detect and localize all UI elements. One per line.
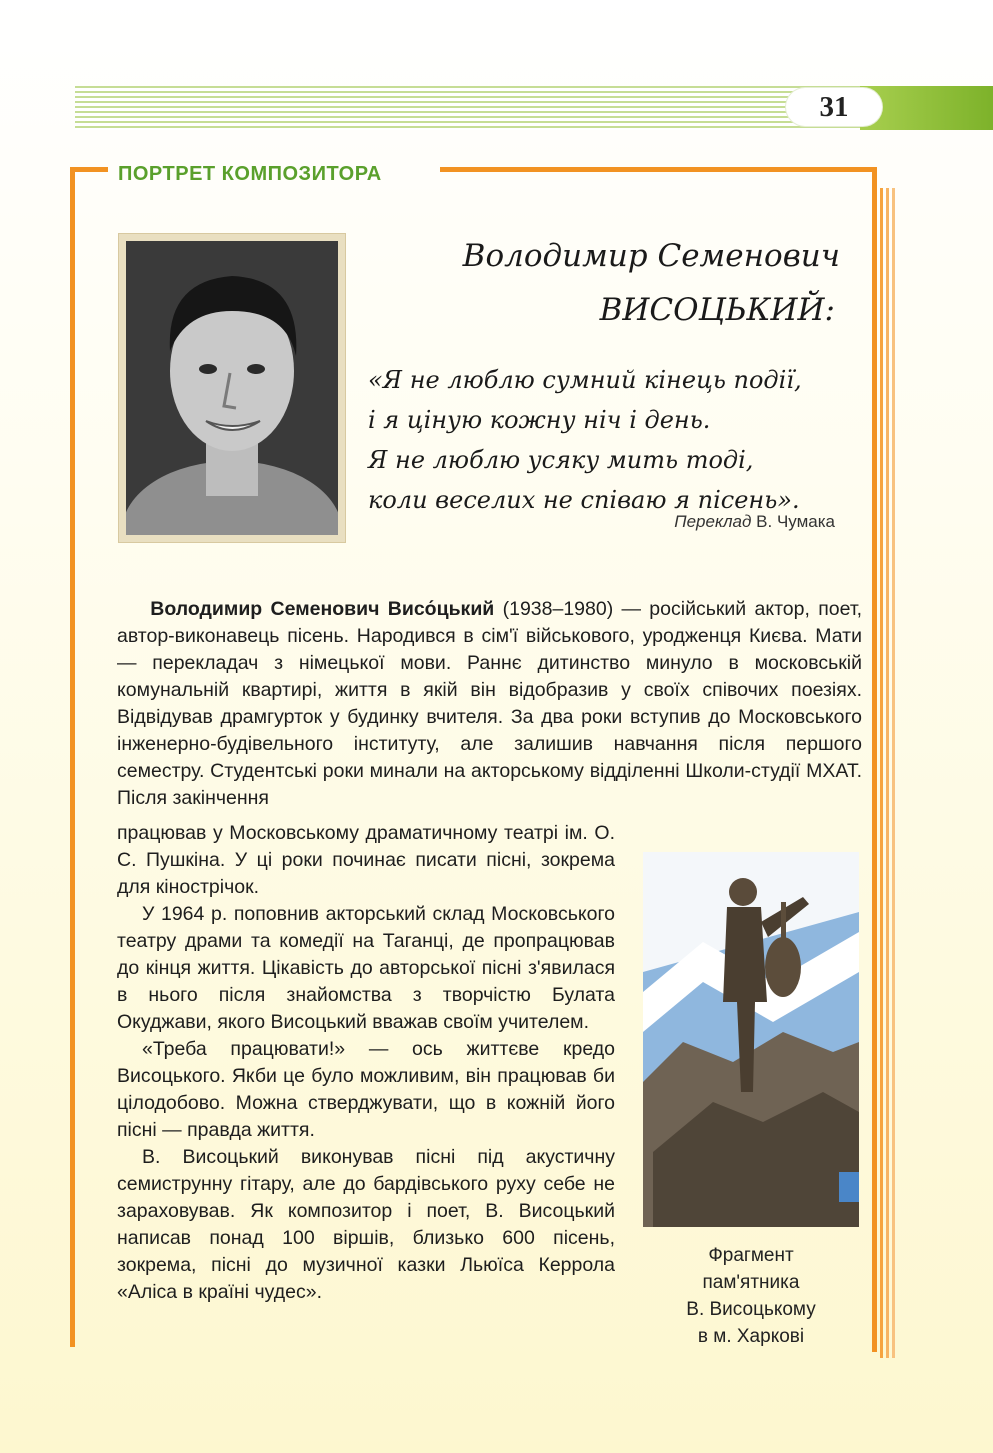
caption-line: Фрагмент xyxy=(708,1245,794,1266)
monument-illustration xyxy=(643,852,859,1227)
portrait-photo xyxy=(126,241,338,535)
quote-line: коли веселих не співаю я пісень». xyxy=(368,486,800,514)
frame-top-right xyxy=(440,167,877,172)
page-number: 31 xyxy=(786,88,882,126)
epigraph-quote xyxy=(368,360,838,520)
book-pages-edge xyxy=(877,188,899,1358)
biography-name: Володимир Семенович Висо́цький xyxy=(150,598,495,620)
caption-line: В. Висоцькому xyxy=(686,1299,816,1320)
translator-credit xyxy=(560,512,835,532)
frame-left xyxy=(70,167,75,1347)
quote-line: Я не люблю усяку мить тоді, xyxy=(368,446,754,474)
biography-paragraph-2: У 1964 р. поповнив акторський склад Московського театру драми та комедії на Таганці, де пропрацював до кінця життя. Цікавість до авторської пісні з'явилася в нього після знайомства з творчістю Булата Окуджави, якого Висоцький вважав своїм учителем. xyxy=(117,903,615,1033)
portrait-illustration xyxy=(126,241,338,535)
biography-continuation: працював у Московському драматичному театрі ім. О. С. Пушкіна. У ці роки починає писати пісні, зокрема для кінострічок. xyxy=(117,822,615,898)
monument-caption xyxy=(643,1242,859,1350)
frame-top-left xyxy=(70,167,108,172)
section-title: ПОРТРЕТ КОМПОЗИТОРА xyxy=(118,163,382,185)
monument-photo xyxy=(643,852,859,1227)
biography-intro-text: (1938–1980) — російський актор, поет, автор-виконавець пісень. Народився в сім'ї військового, уродженця Києва. Мати — перекладач з німецької мови. Раннє дитинство минуло в московській комунальній квартирі, життя в якій він відобразив у своїх співочих поезіях. Відвідував драмгурток у будинку вчителя. За два роки вступив до Московського інженерно-будівельного інституту, але залишив навчання після першого семестру. Студентські роки минали на акторському відділенні Школи-студії МХАТ. Після закінчення xyxy=(117,598,863,809)
biography-column xyxy=(117,820,615,1306)
translator-prefix: Переклад xyxy=(674,512,752,531)
composer-portrait xyxy=(118,233,346,543)
biography-paragraph-3: «Треба працювати!» — ось життєве кредо Висоцького. Якби це було можливим, він працював би цілодобово. Можна стверджувати, що в кожній його пісні — правда життя. xyxy=(117,1038,615,1141)
quote-line: «Я не люблю сумний кінець події, xyxy=(368,366,802,394)
biography-paragraph-4: В. Висоцький виконував пісні під акустичну семиструнну гітару, але до бардівського руху себе не зараховував. Як композитор і поет, В. Висоцький написав понад 100 віршів, близько 600 пісень, зокрема, пісні до музичної казки Льюїса Керрола «Аліса в країні чудес». xyxy=(117,1146,615,1303)
biography-intro xyxy=(117,596,862,812)
caption-line: пам'ятника xyxy=(702,1272,800,1293)
composer-name-line2: ВИСОЦЬКИЙ: xyxy=(599,292,835,328)
composer-name-line1: Володимир Семенович xyxy=(462,238,840,274)
quote-line: і я ціную кожну ніч і день. xyxy=(368,406,711,434)
caption-line: в м. Харкові xyxy=(697,1326,805,1347)
translator-name: В. Чумака xyxy=(756,512,835,531)
